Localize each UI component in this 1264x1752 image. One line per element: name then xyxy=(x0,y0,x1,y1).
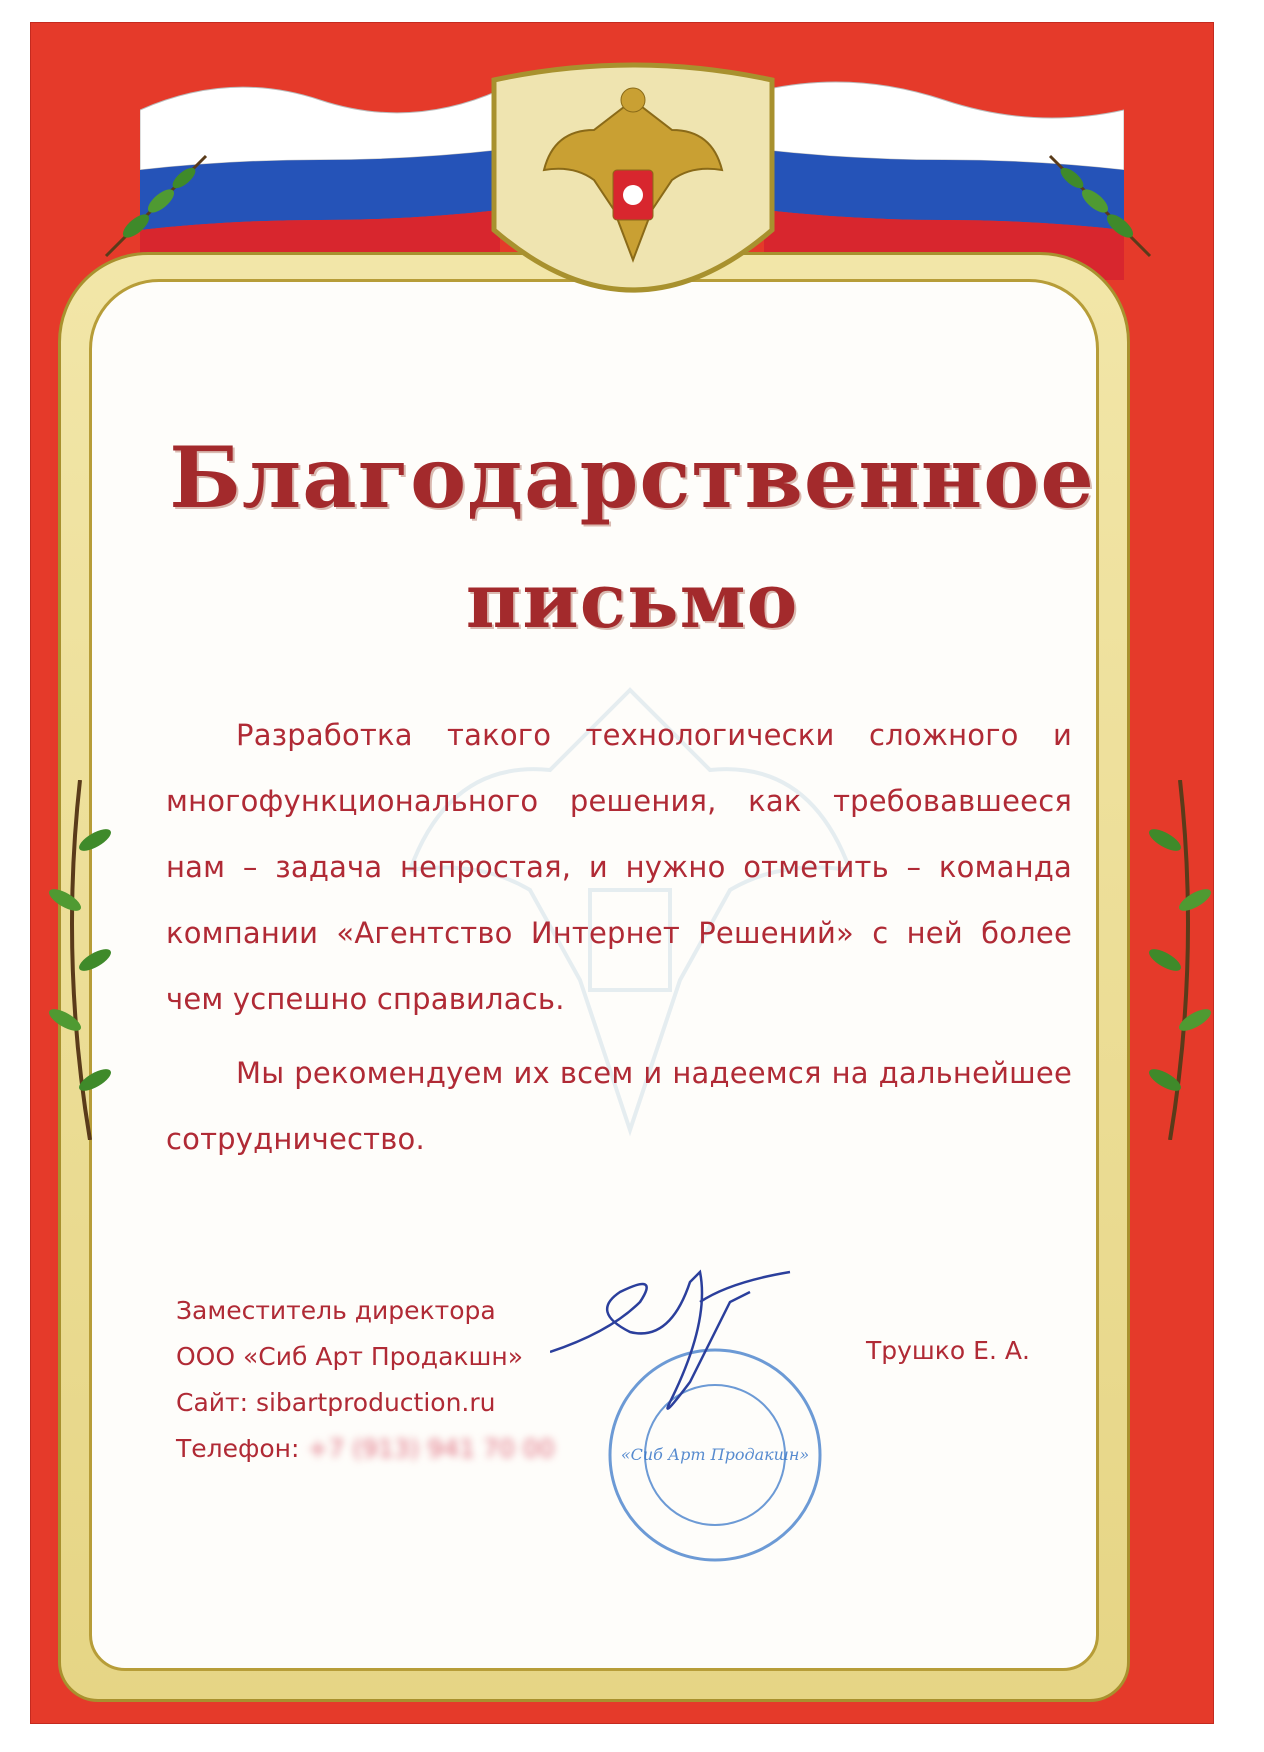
body-paragraph: Разработка такого технологически сложного и многофункционального решения, как требовавшееся нам – задача непростая, и нужно отметить – команда компании «Агентство Интернет Решений» с ней более чем успешно справилась. xyxy=(166,718,1072,1016)
signer-position: Заместитель директора xyxy=(176,1296,496,1325)
phone-value-redacted: +7 (913) 941 70 00 xyxy=(307,1434,555,1463)
laurel-branch-icon xyxy=(96,146,216,266)
company-site: Сайт: sibartproduction.ru xyxy=(176,1388,496,1417)
coat-of-arms-icon xyxy=(474,60,792,316)
signer-name: Трушко Е. А. xyxy=(866,1336,1030,1365)
body-paragraph: Мы рекомендуем их всем и надеемся на дальнейшее сотрудничество. xyxy=(166,1056,1072,1156)
company-phone xyxy=(176,1426,555,1472)
signature-block xyxy=(176,1288,555,1472)
stamp-center-text: «Сиб Арт Продакшн» xyxy=(620,1445,810,1464)
handwritten-signature xyxy=(550,1262,800,1442)
phone-label: Телефон: xyxy=(176,1434,300,1463)
laurel-branch-icon xyxy=(40,780,120,1140)
laurel-branch-icon xyxy=(1040,146,1160,266)
company-name: ООО «Сиб Арт Продакшн» xyxy=(176,1342,524,1371)
letter-title: Благодарственное xyxy=(169,428,1095,527)
letter-title-line2: письмо xyxy=(465,556,799,645)
laurel-branch-icon xyxy=(1140,780,1220,1140)
